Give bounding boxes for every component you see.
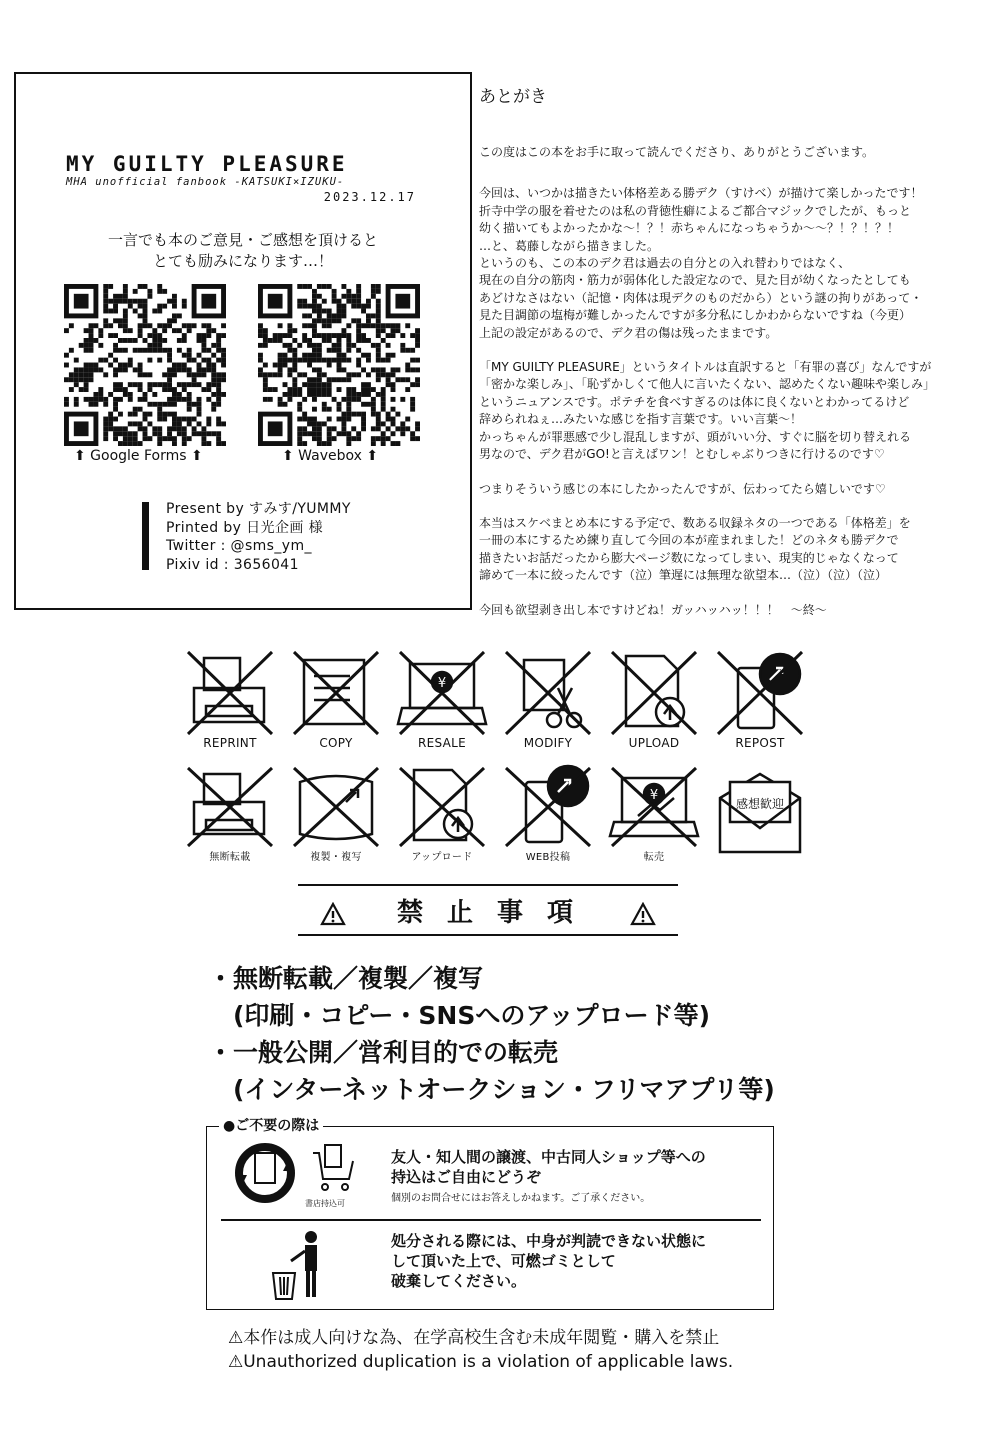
icon-caption: REPOST: [735, 736, 785, 750]
icon-caption: REPRINT: [203, 736, 257, 750]
prohibitions-title-text: 禁止事項: [396, 898, 597, 928]
transfer-line: 持込はご自由にどうぞ: [391, 1168, 542, 1186]
publication-date: 2023.12.17: [323, 190, 416, 204]
afterword-paragraph: 「MY GUILTY PLEASURE」というタイトルは直訳すると「有罪の喜び」なんですが 「密かな楽しみ」、「恥ずかしくて他人に言いたくない、認めたくない趣味や楽しみ」 というニュアンスです。ポテチを食べすぎるのは体に良くないとわかってるけど 辞められねぇ…みたいな感じを指す言葉です。いい言葉～！ かっちゃんが罪悪感で少し混乱しますが、頭がいい分、すぐに脳を切り替えれる 男なので、デク君がGO!と言えばワン！とむしゃぶりつきに行けるのです♡: [479, 360, 936, 462]
colophon-box: [14, 72, 472, 610]
prohibition-item-detail: (インターネットオークション・フリマアプリ等): [208, 1075, 775, 1104]
shop-caption: 書店持込可: [305, 1199, 345, 1208]
web-post-prohibited-icon: [498, 764, 598, 863]
title-bottom-rule: [298, 934, 678, 936]
trash-person-icon: [269, 1229, 325, 1301]
discard-line: して頂いた上で、可燃ゴミとして: [391, 1252, 616, 1270]
disposal-divider: [221, 1219, 761, 1221]
prohibitions-list: [208, 960, 775, 1108]
recycle-book-icon: [233, 1141, 297, 1205]
afterword-body: [479, 144, 979, 636]
icon-caption: RESALE: [417, 736, 467, 750]
credit-author: Present by すみす/YUMMY: [166, 501, 351, 517]
warning-icon: [630, 902, 656, 926]
prohibition-item: ・一般公開／営利目的での転売: [208, 1038, 559, 1067]
icon-caption: WEB投稿: [525, 852, 571, 863]
transfer-line: 友人・知人間の譲渡、中古同人ショップ等への: [391, 1148, 706, 1166]
warning-icon: [320, 902, 346, 926]
credit-twitter: Twitter : @sms_ym_: [166, 538, 312, 554]
transfer-text: [391, 1147, 706, 1187]
afterword-paragraph: 本当はスケベまとめ本にする予定で、数ある収録ネタの一つである「体格差」を 一冊の本にするため練り直して今回の本が産まれました！どのネタも勝デクで 描きたいお話だったから膨大ページ数になってしまい、現実的じゃなくなって 諦めて一本に絞ったんです（泣）筆遅には無理な欲望本…（泣）（泣）（泣）: [479, 515, 911, 583]
legal-footer: [228, 1326, 733, 1374]
afterword-title: あとがき: [479, 87, 547, 107]
feedback-request-line: 一言でも本のご意見・ご感想を頂けると: [107, 231, 378, 249]
transfer-note: 個別のお問合せにはお答えしかねます。ご了承ください。: [391, 1193, 651, 1204]
wavebox-label: ⬆ Wavebox ⬆: [282, 448, 379, 464]
credits: [166, 500, 351, 574]
discard-text: [391, 1231, 706, 1291]
resale-prohibited-icon: [392, 648, 492, 750]
age-restriction-notice: ⚠本作は成人向けな為、在学高校生含む未成年閲覧・購入を禁止: [228, 1328, 720, 1348]
yen-symbol: ¥: [649, 788, 659, 803]
upload-jp-prohibited-icon: [392, 764, 492, 863]
shop-cart-icon: [311, 1143, 355, 1195]
title-top-rule: [298, 884, 678, 886]
icon-caption: アップロード: [411, 852, 473, 863]
afterword-paragraph: つまりそういう感じの本にしたかったんですが、伝わってたら嬉しいです♡: [479, 481, 886, 496]
prohibition-item-detail: (印刷・コピー・SNSへのアップロード等): [208, 1001, 711, 1030]
google-forms-qr-code[interactable]: [64, 284, 226, 446]
reprint-prohibited-icon: [180, 648, 280, 750]
book-subtitle: MHA unofficial fanbook -KATSUKI×IZUKU-: [66, 176, 345, 188]
google-forms-label: ⬆ Google Forms ⬆: [74, 448, 203, 464]
feedback-welcome-label: 感想歓迎: [735, 797, 785, 811]
afterword-paragraph: 今回も欲望剥き出し本ですけどね！ガッハッハッ！！！ ～終～: [479, 602, 827, 617]
feedback-welcome-envelope-icon: [710, 764, 810, 856]
copyright-notice: ⚠Unauthorized duplication is a violation of applicable laws.: [228, 1352, 734, 1372]
icon-caption: 複製・複写: [310, 852, 362, 863]
icon-caption: MODIFY: [523, 736, 573, 750]
icon-caption: 転売: [643, 852, 665, 863]
resale-jp-prohibited-icon: [604, 764, 704, 863]
disposal-box: [206, 1118, 774, 1310]
prohibition-item: ・無断転載／複製／複写: [208, 964, 484, 993]
modify-prohibited-icon: [498, 648, 598, 750]
disposal-label: ●ご不要の際は: [219, 1115, 323, 1135]
credits-accent-bar: [142, 502, 149, 570]
unauthorized-reprint-icon: [180, 764, 280, 863]
prohibitions-title: [298, 892, 678, 929]
duplication-prohibited-icon: [286, 764, 386, 863]
discard-line: 処分される際には、中身が判読できない状態に: [391, 1232, 707, 1250]
afterword-paragraph: 今回は、いつかは描きたい体格差ある勝デク（すけべ）が描けて楽しかったです！ 折寺中学の服を着せたのは私の背徳性癖によるご都合マジックでしたが、もっと 幼く描いてもよかったかな～！？！赤ちゃんになっちゃうか～～？！？！？！ …と、葛藤しながら描きました。 というのも、この本のデク君は過去の自分との入れ替わりではなく、 現在の自分の筋肉・筋力が弱体化した設定なので、見た目が幼くなったとしても あどけなさはない（記憶・肉体は現デクのものだから）という謎の拘りがあって・ 見た目調節の塩梅が難しかったんですが多分私にしかわからないですね（今更） 上記の設定があるので、デク君の傷は残ったままです。: [479, 186, 923, 340]
credit-pixiv: Pixiv id : 3656041: [166, 556, 299, 573]
discard-line: 破棄してください。: [391, 1272, 527, 1290]
yen-symbol: ¥: [437, 676, 447, 691]
repost-prohibited-icon: [710, 648, 810, 750]
afterword-paragraph: この度はこの本をお手に取って読んでくださり、ありがとうございます。: [479, 145, 875, 159]
feedback-request: [16, 230, 470, 272]
icon-caption: UPLOAD: [628, 736, 680, 750]
wavebox-qr-code[interactable]: [258, 284, 420, 446]
icon-caption: COPY: [319, 736, 353, 750]
upload-prohibited-icon: [604, 648, 704, 750]
copy-prohibited-icon: [286, 648, 386, 750]
icon-caption: 無断転載: [209, 852, 251, 863]
feedback-request-line: とても励みになります…！: [152, 252, 333, 270]
book-title: MY GUILTY PLEASURE: [66, 152, 348, 176]
credit-printer: Printed by 日光企画 様: [166, 519, 324, 536]
